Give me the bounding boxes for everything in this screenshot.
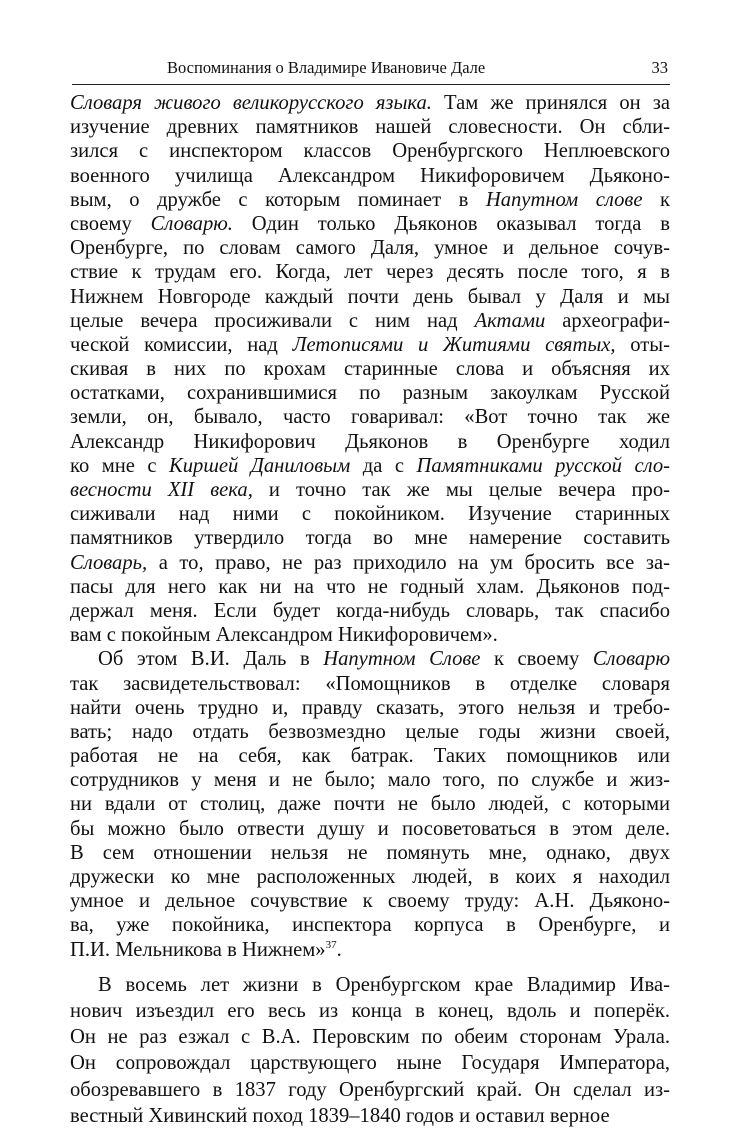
text-run: да с (350, 454, 417, 477)
text-run: пасы для него как ни на что не годный хлам. Дьяконов под- (70, 575, 670, 598)
text-run: бы можно было отвести душу и посоветоваться в этом деле. (70, 817, 670, 840)
text-line (70, 502, 670, 526)
text-run: оты- (615, 333, 670, 356)
italic-title: Словарю (592, 648, 670, 671)
text-run: ко мне с (70, 454, 170, 477)
text-run: вестный Хивинский поход 1839–1840 годов и оставил верное (70, 1104, 610, 1127)
text-run: сиживали над ними с покойником. Изучение старинных (70, 503, 670, 526)
text-run: умное и дельное сочувствие к своему труду: А.Н. Дьяконо- (70, 890, 670, 913)
text-line (70, 236, 670, 260)
italic-title: весности XII века, (70, 479, 253, 501)
text-run: изучение древних памятников нашей словесности. Он сбли- (70, 116, 670, 139)
text-line (70, 972, 670, 998)
text-run: нович изъездил его весь из конца в конец, вдоль и поперёк. (70, 999, 670, 1022)
text-run: целые вечера просиживали с ним над (70, 309, 475, 332)
text-line (70, 91, 670, 115)
text-line (70, 889, 670, 913)
text-line (70, 526, 670, 550)
text-line (70, 309, 670, 333)
text-run: Нижнем Новгороде каждый почти день бывал у Даля и мы (70, 285, 670, 308)
text-line (70, 744, 670, 768)
text-line (70, 405, 670, 429)
text-line (70, 998, 670, 1024)
text-line (70, 478, 670, 502)
text-run: зился с инспектором классов Оренбургского Неплюевского (70, 140, 670, 163)
italic-title: Словаря живого великорусского языка. (70, 92, 432, 114)
text-run: археографи- (545, 309, 671, 332)
text-line (70, 1077, 670, 1103)
text-run: своему (70, 212, 151, 235)
text-line (70, 865, 670, 889)
text-line (70, 720, 670, 744)
text-run: остатками, сохранившимися по разным закоулкам Русской (70, 382, 670, 405)
text-run: Оренбурге, по словам самого Даля, умное и дельное сочув- (70, 237, 670, 260)
text-line (70, 792, 670, 816)
text-line (70, 841, 670, 865)
text-line (70, 672, 670, 696)
text-run: Он сопровождал царствующего ныне Государя Императора, (70, 1052, 670, 1075)
text-line (70, 913, 670, 937)
text-run: а то, право, не раз приходило на ум бросить все за- (147, 551, 670, 574)
text-run: к своему (480, 648, 593, 671)
text-run: памятников утвердило тогда во мне намерение составить (70, 527, 670, 550)
text-line (70, 430, 670, 454)
text-run: вым, о дружбе с которым поминает в (70, 188, 486, 211)
italic-title: Летописями и Житиями святых, (292, 333, 616, 356)
text-line (70, 333, 670, 357)
text-line (70, 260, 670, 284)
text-line (70, 1024, 670, 1050)
paragraph-2 (70, 647, 670, 961)
text-line (70, 115, 670, 139)
text-run: скивая в них по крохам старинные слова и объясняя их (70, 358, 670, 381)
text-line (70, 164, 670, 188)
text-run: В восемь лет жизни в Оренбургском крае Владимир Ива- (98, 973, 670, 996)
text-run: найти очень трудно и, правду сказать, этого нельзя и требо- (70, 696, 670, 719)
text-run: П.И. Мельникова в Нижнем» (70, 938, 326, 961)
text-run: так засвидетельствовал: «Помощников в отделке словаря (70, 672, 670, 695)
text-line (70, 1103, 670, 1129)
text-line (70, 212, 670, 236)
text-run: ва, уже покойника, инспектора корпуса в Оренбурге, и (70, 914, 670, 937)
text-line (70, 938, 670, 962)
running-title: Воспоминания о Владимире Ивановиче Дале (167, 58, 486, 77)
text-run: держал меня. Если будет когда-нибудь словарь, так спасибо (70, 599, 670, 622)
text-line (70, 647, 670, 671)
text-line (70, 381, 670, 405)
text-line (70, 599, 670, 623)
paragraph-3 (70, 972, 670, 1129)
running-head (72, 58, 670, 85)
text-line (70, 188, 670, 212)
text-run: ческой комиссии, над (70, 333, 293, 356)
text-run: Александр Никифорович Дьяконов в Оренбурге ходил (70, 430, 670, 453)
text-run: В сем отношении нельзя не помянуть мне, однако, двух (70, 841, 670, 864)
text-run: Один только Дьяконов оказывал тогда в (232, 212, 671, 235)
text-run: Там же принялся он за (431, 92, 670, 114)
text-line (70, 696, 670, 720)
text-line (70, 575, 670, 599)
text-run: ствие к трудам его. Когда, лет через десять после того, я в (70, 261, 670, 284)
page-number: 33 (651, 58, 668, 77)
text-line (70, 139, 670, 163)
text-line (70, 623, 670, 647)
text-line (70, 1050, 670, 1076)
text-run: Об этом В.И. Даль в (98, 648, 324, 671)
text-run: Он не раз езжал с В.А. Перовским по обеим сторонам Урала. (70, 1026, 670, 1049)
text-run: ни вдали от столиц, даже почти не было людей, с которыми (70, 793, 670, 816)
text-line (70, 817, 670, 841)
text-run: военного училища Александром Никифоровичем Дьяконо- (70, 164, 670, 187)
text-run: сотрудников у меня и не было; мало того, по службе и жиз- (70, 769, 670, 792)
text-run: вать; надо отдать безвозмездно целые годы жизни своей, (70, 720, 670, 743)
text-run: к (642, 188, 670, 211)
body-text (70, 91, 670, 1129)
text-run: земли, он, бывало, часто говаривал: «Вот точно так же (70, 406, 670, 429)
text-line (70, 285, 670, 309)
text-run: вам с покойным Александром Никифоровичем». (70, 624, 498, 647)
text-line (70, 768, 670, 792)
italic-title: Актами (474, 309, 546, 332)
paragraph-1 (70, 91, 670, 647)
italic-title: Памятниками русской сло- (416, 454, 670, 477)
italic-title: Напутном Слове (323, 648, 481, 671)
italic-title: Словарю. (150, 212, 233, 235)
text-run: и точно так же мы целые вечера про- (252, 479, 671, 501)
italic-title: Киршей Даниловым (169, 454, 351, 477)
text-line (70, 454, 670, 478)
text-run: работая не на себя, как батрак. Таких помощников или (70, 745, 670, 768)
italic-title: Словарь, (70, 551, 148, 574)
text-line (70, 551, 670, 575)
text-run: обозревавшего в 1837 году Оренбургский край. Он сделал из- (70, 1078, 670, 1101)
text-run: дружески ко мне расположенных людей, в коих я находил (70, 866, 670, 888)
footnote-ref: 37 (325, 938, 337, 951)
text-run: . (336, 938, 342, 961)
italic-title: Напутном слове (485, 188, 643, 211)
text-line (70, 357, 670, 381)
